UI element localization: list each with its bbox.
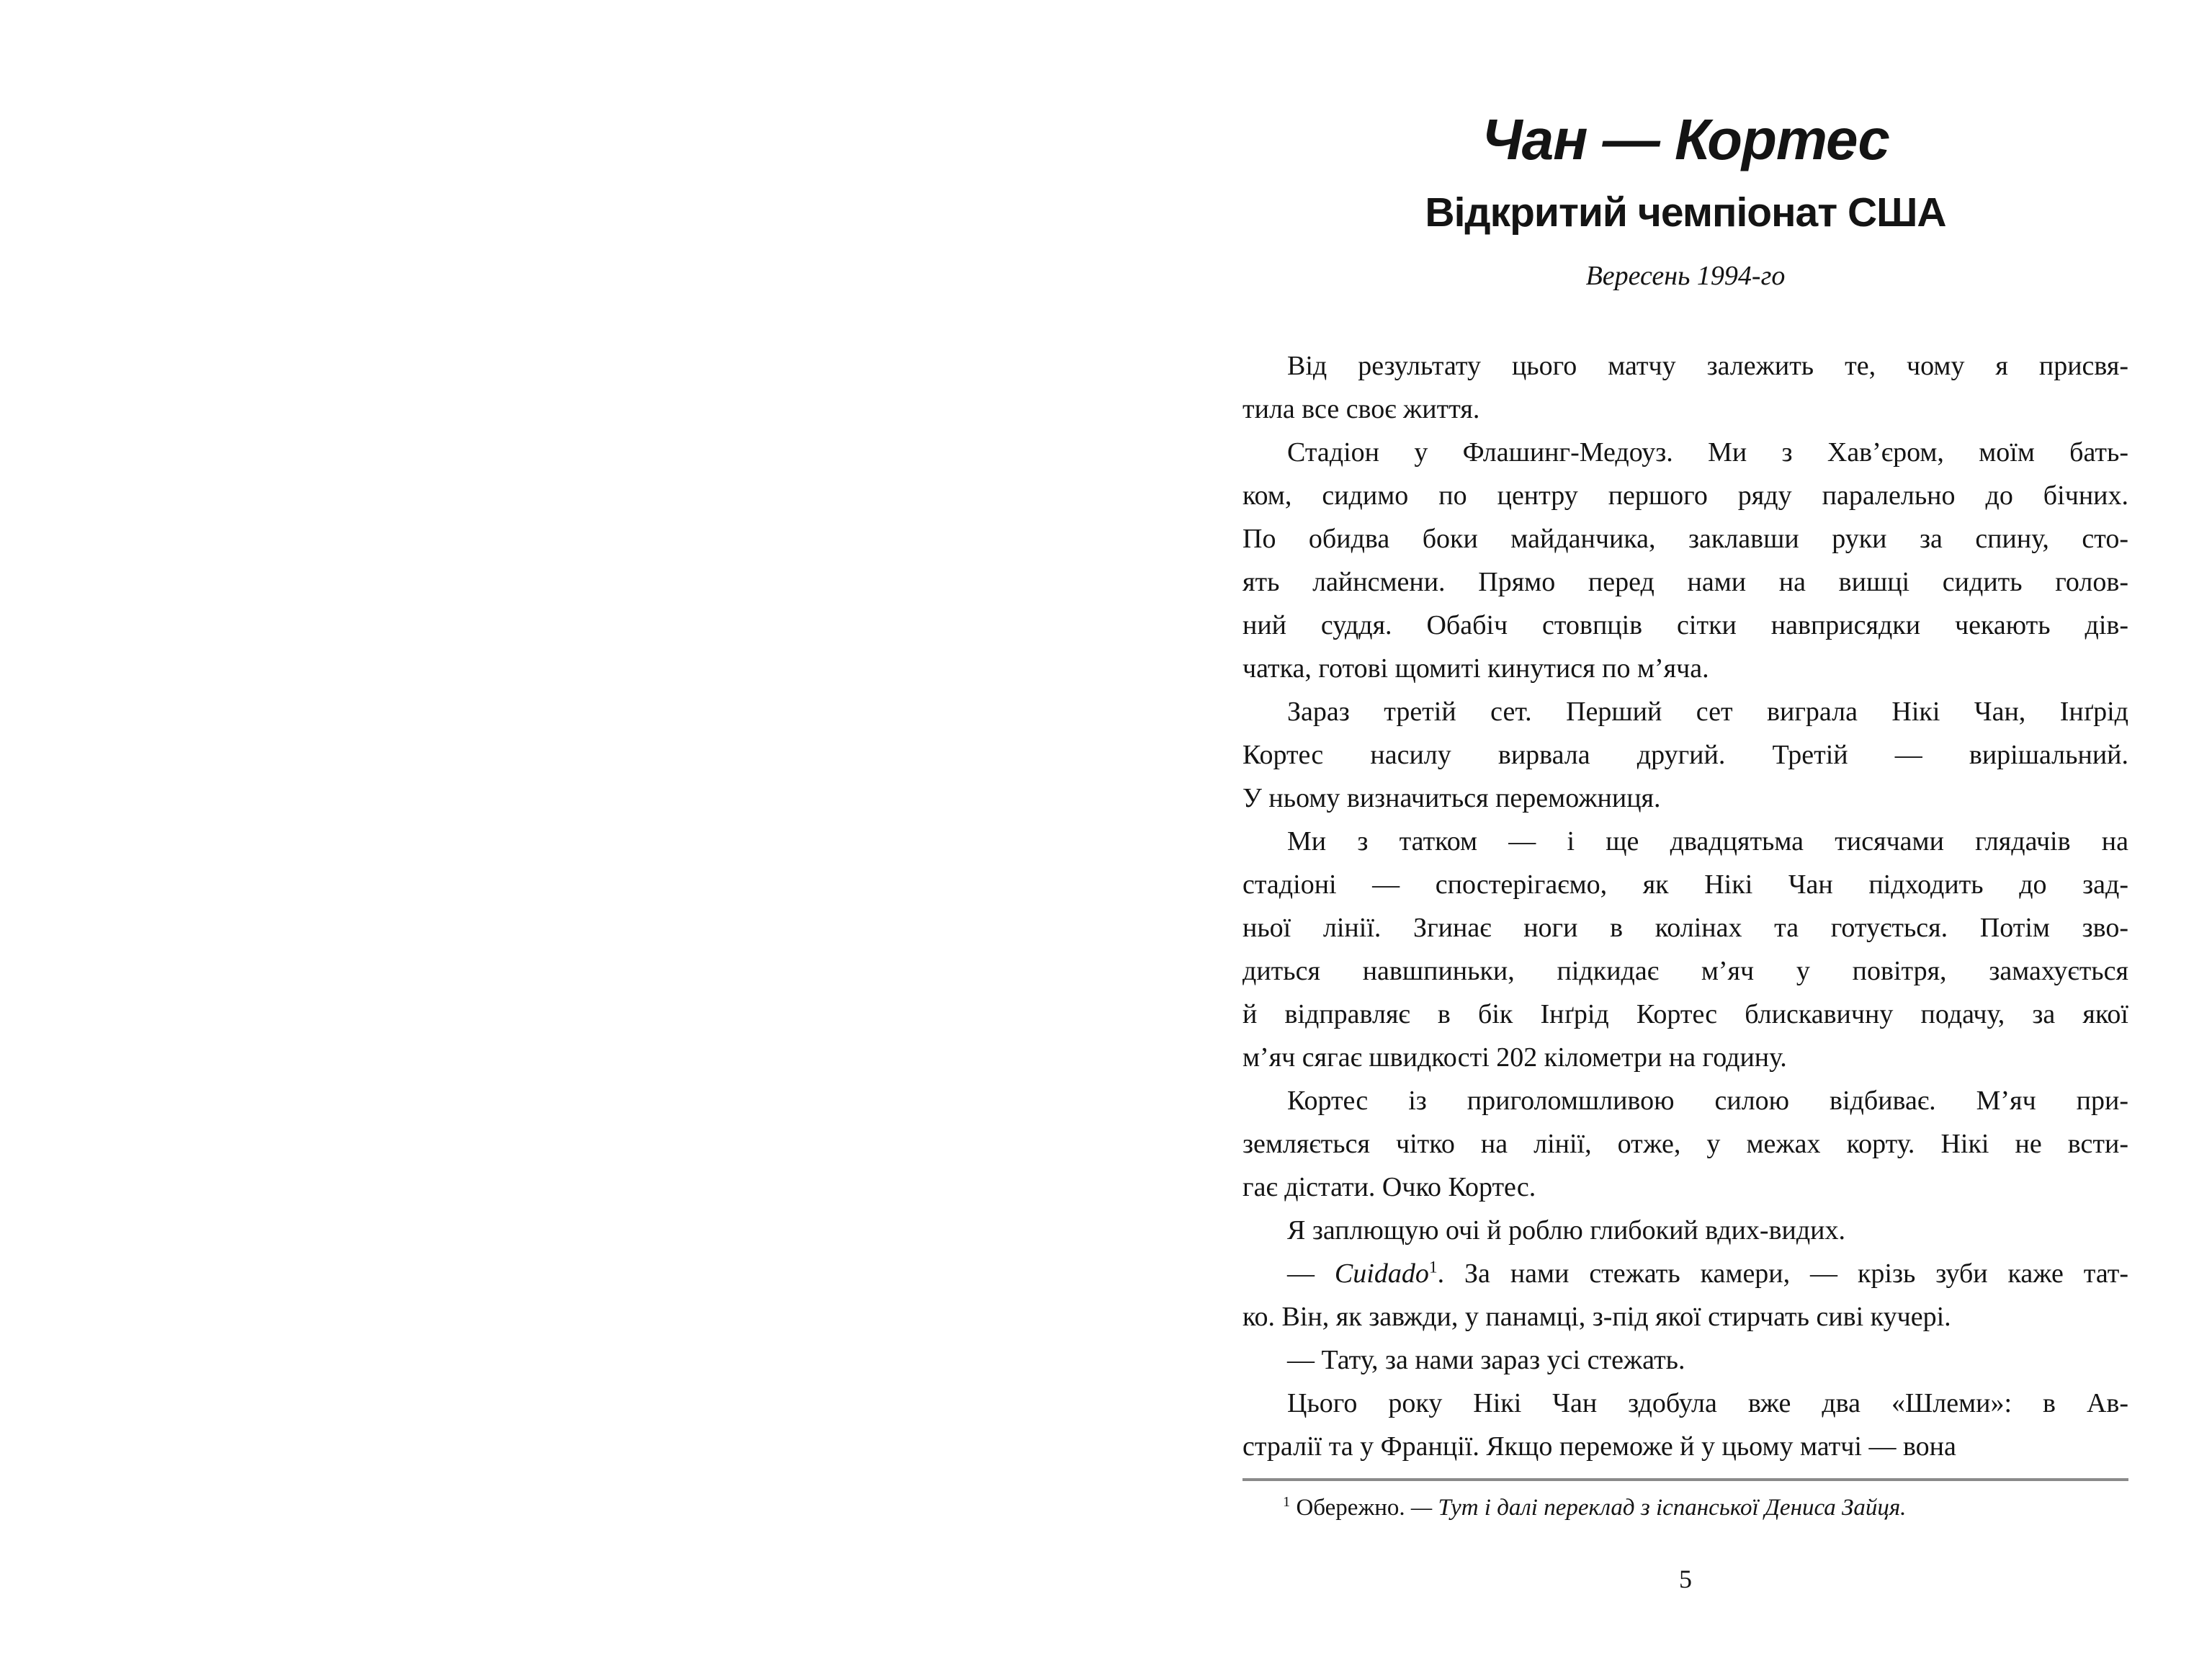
footnote-divider [1242, 1478, 2128, 1481]
footnote-word: Обережно. [1296, 1495, 1405, 1521]
chapter-title: Чан — Кортес [1482, 107, 1889, 171]
text-line: Стадіон у Флашинг-Медоуз. Ми з Хав’єром, моїм бать- [1287, 437, 2128, 468]
text-line: Цього року Нікі Чан здобула вже два «Шлеми»: в Ав- [1287, 1388, 2128, 1419]
text-line: Ми з татком — і ще двадцятьма тисячами глядачів на [1287, 826, 2128, 857]
dialogue-dash: — [1287, 1258, 1315, 1289]
text-line: м’яч сягає швидкості 202 кілометри на годину. [1242, 1042, 1787, 1073]
text-line: диться навшпиньки, підкидає м’яч у повітря, замахується [1242, 956, 2128, 987]
chapter-dateline: Вересень 1994-го [1585, 260, 1786, 291]
text-line: ко. Він, як завжди, у панамці, з-під якої стирчать сиві кучері. [1242, 1302, 1951, 1333]
text-line: По обидва боки майданчика, заклавши руки за спину, сто- [1242, 524, 2128, 555]
text-segment: . За нами стежать камери, — крізь зуби каже тат- [1437, 1258, 2129, 1289]
paragraph [1242, 1079, 2128, 1209]
text-line: — Тату, за нами зараз усі стежать. [1287, 1345, 1685, 1376]
text-line: ять лайнсмени. Прямо перед нами на вишці сидить голов- [1242, 567, 2128, 598]
text-line: ньої лінії. Згинає ноги в колінах та готується. Потім зво- [1242, 913, 2128, 944]
paragraph [1242, 344, 2128, 431]
foreign-word: Cuidado [1334, 1258, 1429, 1289]
text-line: стралії та у Франції. Якщо переможе й у цьому матчі — вона [1242, 1431, 1956, 1462]
paragraph [1242, 1338, 2128, 1382]
paragraph [1242, 690, 2128, 820]
text-line: стадіоні — спостерігаємо, як Нікі Чан підходить до зад- [1242, 869, 2128, 900]
text-line: гає дістати. Очко Кортес. [1242, 1172, 1536, 1203]
text-column [1242, 108, 2128, 1594]
text-line: земляється чітко на лінії, отже, у межах корту. Нікі не всти- [1242, 1129, 2128, 1160]
paragraph [1242, 1252, 2128, 1338]
text-line: Я заплющую очі й роблю глибокий вдих-видих. [1287, 1215, 1846, 1246]
text-line: тила все своє життя. [1242, 394, 1480, 425]
paragraph [1242, 431, 2128, 690]
paragraph [1242, 820, 2128, 1079]
text-line: Зараз третій сет. Перший сет виграла Нікі Чан, Інґрід [1287, 697, 2128, 728]
text-line: ком, сидимо по центру першого ряду паралельно до бічних. [1242, 480, 2128, 511]
paragraph [1242, 1382, 2128, 1468]
text-line: Кортес насилу вирвала другий. Третій — вирішальний. [1242, 740, 2128, 771]
body-text [1242, 344, 2128, 1468]
text-line: й відправляє в бік Інґрід Кортес блискавичну подачу, за якої [1242, 999, 2128, 1030]
text-line: чатка, готові щомиті кинутися по м’яча. [1242, 653, 1709, 684]
footnote-ref-marker: 1 [1428, 1258, 1438, 1277]
footnote-translation-note: — Тут і далі переклад з іспанської Дениса Зайця. [1410, 1495, 1907, 1521]
chapter-subtitle: Відкритий чемпіонат США [1425, 189, 1946, 236]
paragraph [1242, 1209, 2128, 1252]
text-line: Кортес із приголомшливою силою відбиває. М’яч при- [1287, 1086, 2128, 1117]
footnote [1242, 1493, 2128, 1524]
text-line [1242, 1252, 2128, 1295]
text-line: Від результату цього матчу залежить те, чому я присвя- [1287, 351, 2128, 382]
text-line: У ньому визначиться переможниця. [1242, 783, 1661, 814]
page-number: 5 [1679, 1565, 1692, 1594]
text-line: ний суддя. Обабіч стовпців сітки навприсядки чекають дів- [1242, 610, 2128, 641]
footnote-number: 1 [1283, 1494, 1291, 1511]
